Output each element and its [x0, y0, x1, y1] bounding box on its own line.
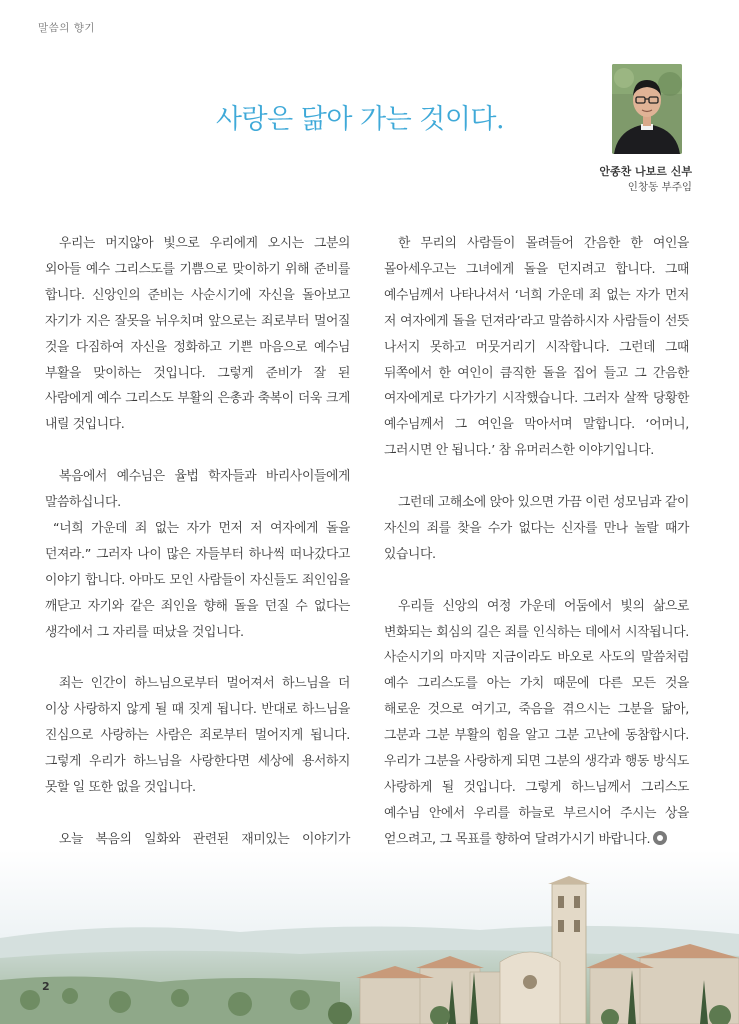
- paragraph: 한 무리의 사람들이 몰려들어 간음한 한 여인을 몰아세우고는 그녀에게 돌을 던지려고 합니다. 그때 예수님께서 나타나셔서 ‘너희 가운데 죄 없는 자가 먼저 저 여자에게 돌을 던져라’라고 말씀하시자 사람들이 선뜻 나서지 못하고 머뭇거리기 시작합니다. 그런데 그때 뒤쪽에서 한 여인이 큼직한 돌을 집어 들고 그 간음한 여자에게로 다가가기 시작했습니다. 그러자 살짝 당황한 예수님께서 그 여인을 막아서며 말합니다. ‘어머니, 그러시면 안 됩니다.’ 참 유머러스한 이야기입니다.: [384, 236, 689, 459]
- paragraph: [384, 594, 689, 853]
- paragraph-text: 우리들 신앙의 여정 가운데 어둠에서 빛의 삶으로 변화되는 회심의 길은 죄를 인식하는 데에서 시작됩니다. 사순시기의 마지막 지금이라도 바오로 사도의 말씀처럼 예수 그리스도를 아는 가치 때문에 다른 모든 것을 해로운 것으로 여기고, 죽음을 겪으시는 그분을 닮아, 그분과 그분 부활의 힘을 알고 그분 고난에 동참합시다. 우리가 그분을 사랑하게 되면 그분의 생각과 행동 방식도 사랑하게 될 것입니다. 그렇게 하느님께서 그리스도 예수님 안에서 우리를 하늘로 부르시어 주시는 상을 얻으려고, 그 목표를 향하여 달려가시기 바랍니다.: [384, 598, 689, 847]
- section-label: 말씀의 향기: [38, 22, 96, 34]
- author-role: 인창동 부주임: [627, 181, 692, 193]
- end-mark-icon: [653, 831, 667, 845]
- page-number: 2: [42, 980, 50, 993]
- paragraph: 우리는 머지않아 빛으로 우리에게 오시는 그분의 외아들 예수 그리스도를 기쁨으로 맞이하기 위해 준비를 합니다. 신앙인의 준비는 사순시기에 자신을 돌아보고 자기가 지은 잘못을 뉘우치며 앞으로는 죄로부터 멀어질 것을 다짐하여 자신을 정화하고 기쁜 마음으로 예수님 부활을 맞이하는 것입니다. 그렇게 준비가 잘 된 사람에게 예수 그리스도 부활의 은총과 축복이 더욱 크게 내릴 것입니다.: [45, 236, 350, 433]
- paragraph: “너희 가운데 죄 없는 자가 먼저 저 여자에게 돌을 던져라.” 그러자 나이 많은 자들부터 하나씩 떠나갔다고 이야기 합니다. 아마도 모인 사람들이 자신들도 죄인임을 깨닫고 자기와 같은 죄인을 향해 돌을 던질 수 없다는 생각에서 그 자리를 떠났을 것입니다.: [45, 520, 350, 640]
- assisi-landscape-illustration: [0, 850, 739, 1024]
- paragraph: 죄는 인간이 하느님으로부터 멀어져서 하느님을 더 이상 사랑하지 않게 될 때 짓게 됩니다. 반대로 하느님을 진심으로 사랑하는 사람은 죄로부터 멀어지게 됩니다. 그렇게 우리가 하느님을 사랑한다면 세상에 용서하지 못할 일 또한 없을 것입니다.: [45, 676, 350, 795]
- paragraph: 오늘 복음의 일화와 관련된 재미있는 이야기가: [59, 831, 350, 847]
- author-name: 안종찬 나보르 신부: [599, 165, 692, 178]
- left-column: [45, 231, 350, 905]
- article-title: 사랑은 닮아 가는 것이다.: [215, 104, 505, 135]
- paragraph: 그런데 고해소에 앉아 있으면 가끔 이런 성모님과 같이 자신의 죄를 찾을 수가 없다는 신자를 만나 놀랄 때가 있습니다.: [384, 495, 689, 562]
- author-portrait: [612, 64, 682, 154]
- paragraph: 복음에서 예수님은 율법 학자들과 바리사이들에게 말씀하십니다.: [45, 469, 350, 511]
- right-column: [384, 231, 689, 879]
- priest-portrait-icon: [612, 64, 682, 154]
